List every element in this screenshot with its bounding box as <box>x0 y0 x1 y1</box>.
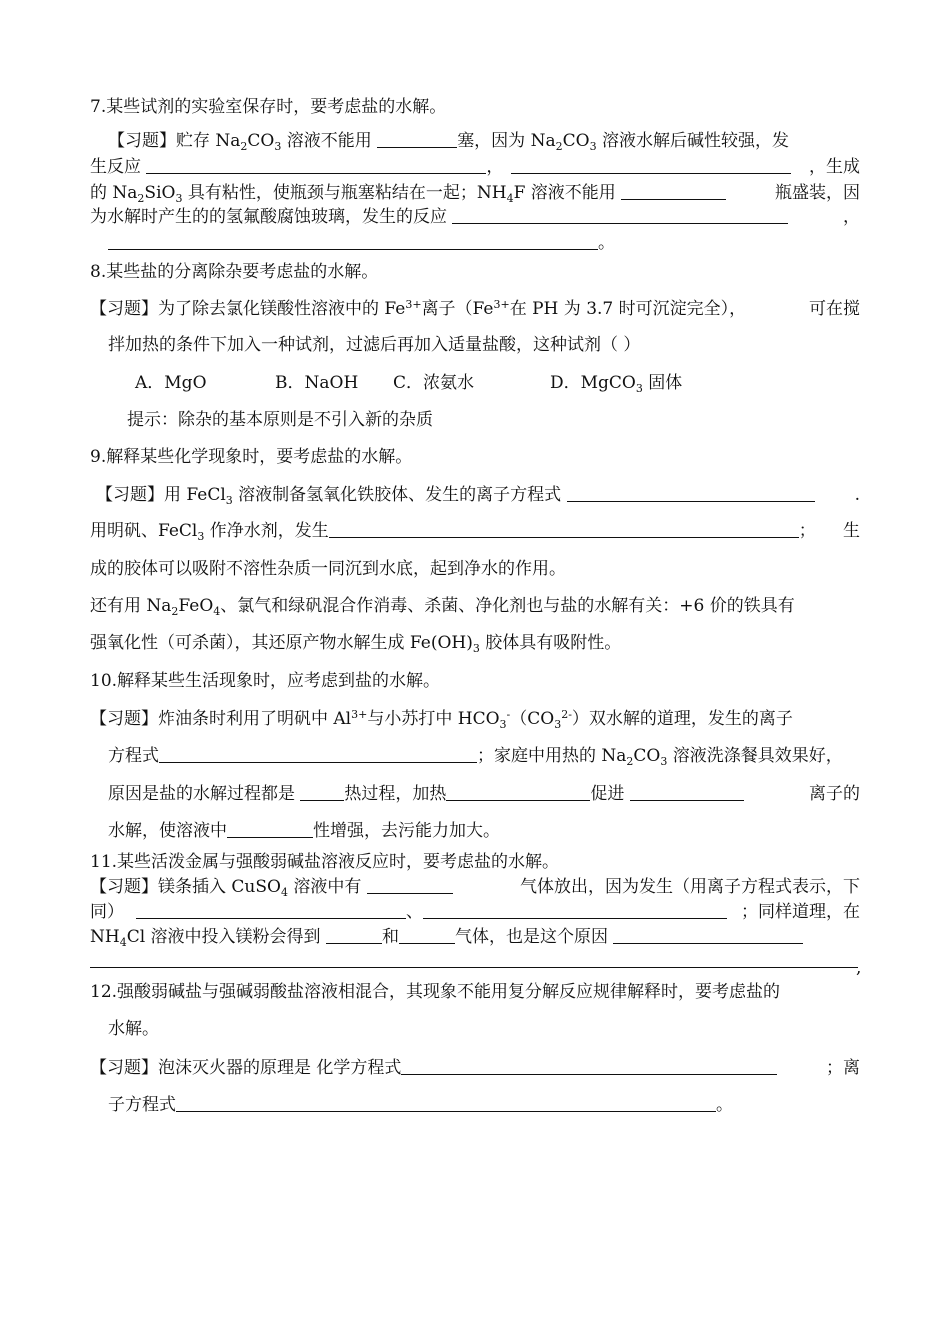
s9-line-4: 还有用 $Na_2FeO_4$、氯气和绿矾混合作消毒、杀菌、净化剂也与盐的水解有关：+6 价的铁具有 <box>90 596 795 618</box>
blank-colloid-equation[interactable] <box>567 485 815 502</box>
section-12-heading-2: 水解。 <box>108 1019 159 1039</box>
s11-line-3: $NH_4Cl$ 溶液中投入镁粉会得到 和 气体，也是这个原因 <box>90 926 860 948</box>
s11-line-4-end: , <box>856 958 862 978</box>
blank-heat-type[interactable] <box>300 784 344 801</box>
blank-purify-equation[interactable] <box>329 521 799 538</box>
section-8-heading: 8.某些盐的分离除杂要考虑盐的水解。 <box>90 262 379 282</box>
s12-line-2: 子方程式 。 <box>108 1095 733 1115</box>
s7-line-5: 。 <box>108 232 878 254</box>
s8-hint: 提示：除杂的基本原则是不引入新的杂质 <box>127 410 433 430</box>
blank-reaction-1[interactable] <box>146 157 486 174</box>
section-10-heading: 10.解释某些生活现象时，应考虑到盐的水解。 <box>90 671 441 691</box>
option-b[interactable]: B．NaOH <box>275 373 359 393</box>
s7-line-3: 的 $Na_2SiO_3$ 具有粘性，使瓶颈与瓶塞粘结在一起；$NH_4F$ 溶液不能用 瓶盛装，因 <box>90 183 860 205</box>
section-9-heading: 9.解释某些化学现象时，要考虑盐的水解。 <box>90 447 413 467</box>
blank-reason[interactable] <box>613 927 803 944</box>
blank-full-line[interactable] <box>90 967 858 968</box>
s9-line-3: 成的胶体可以吸附不溶性杂质一同沉到水底，起到净水的作用。 <box>90 559 566 579</box>
s9-line-1: 【习题】用 FeCl$_3$ 溶液制备氢氧化铁胶体、发生的离子方程式 . <box>96 485 860 507</box>
blank-double-hydrolysis[interactable] <box>159 746 477 763</box>
section-11-heading: 11.某些活泼金属与强酸弱碱盐溶液反应时，要考虑盐的水解。 <box>90 852 560 872</box>
s8-line-1: 【习题】为了除去氯化镁酸性溶液中的 $Fe^{3+}$离子（$Fe^{3+}$在 PH 为 3.7 时可沉淀完全）， 可在搅 <box>90 298 860 319</box>
blank-ionic-equation[interactable] <box>176 1095 716 1112</box>
blank-stopper[interactable] <box>377 131 457 148</box>
section-12-heading-1: 12.强酸弱碱盐与强碱弱酸盐溶液相混合，其现象不能用复分解反应规律解释时，要考虑盐的 <box>90 982 781 1002</box>
s8-options <box>135 372 905 394</box>
s11-line-2: 同） 、 ；同样道理，在 <box>90 902 860 922</box>
s10-line-4: 水解，使溶液中 性增强，去污能力加大。 <box>108 821 500 841</box>
blank-ionic-1[interactable] <box>136 902 406 919</box>
blank-reaction-2[interactable] <box>511 157 791 174</box>
option-a[interactable]: A．MgO <box>135 373 207 393</box>
s9-line-5: 强氧化性（可杀菌），其还原产物水解生成 $Fe(OH)_3$ 胶体具有吸附性。 <box>90 633 622 655</box>
s10-line-2: 方程式 ；家庭中用热的 $Na_2CO_3$ 溶液洗涤餐具效果好， <box>108 746 843 768</box>
blank-ionic-2[interactable] <box>423 902 727 919</box>
blank-reaction-3[interactable] <box>452 207 788 224</box>
blank-solution-property[interactable] <box>227 821 313 838</box>
section-7-heading: 7.某些试剂的实验室保存时，要考虑盐的水解。 <box>90 97 447 117</box>
blank-gas[interactable] <box>367 877 453 894</box>
blank-ion[interactable] <box>630 784 744 801</box>
s10-line-1: 【习题】炸油条时利用了明矾中 $Al^{3+}$与小苏打中 $HCO_3^-(CO_3^{2-})$双水解的道理，发生的离子 <box>90 708 793 731</box>
blank-chem-equation[interactable] <box>401 1058 777 1075</box>
blank-gas-1[interactable] <box>326 927 382 944</box>
s7-line-1: 【习题】贮存 $Na_2CO_3$ 溶液不能用 塞，因为 $Na_2CO_3$ 溶液水解后碱性较强，发 <box>108 131 789 153</box>
blank-reaction-4[interactable] <box>108 233 598 250</box>
s7-line-4: 为水解时产生的的氢氟酸腐蚀玻璃，发生的反应 ， <box>90 207 860 227</box>
blank-promote[interactable] <box>446 784 590 801</box>
blank-gas-2[interactable] <box>399 927 455 944</box>
option-d[interactable]: D．MgCO$_3$ 固体 <box>550 373 683 395</box>
s12-line-1: 【习题】泡沫灭火器的原理是 化学方程式 ；离 <box>90 1058 860 1078</box>
s7-line-2: 生反应 ， ，生成 <box>90 157 860 177</box>
s9-line-2: 用明矾、FeCl$_3$ 作净水剂，发生 ； 生 <box>90 521 860 543</box>
s11-line-1: 【习题】镁条插入 CuSO$_4$ 溶液中有 气体放出，因为发生（用离子方程式表示，下 <box>90 877 860 899</box>
s10-line-3: 原因是盐的水解过程都是 热过程，加热 促进 离子的 <box>108 784 860 804</box>
s8-line-2: 拌加热的条件下加入一种试剂，过滤后再加入适量盐酸，这种试剂（ ） <box>108 335 641 355</box>
option-c[interactable]: C．浓氨水 <box>393 373 475 393</box>
blank-bottle[interactable] <box>621 183 726 200</box>
